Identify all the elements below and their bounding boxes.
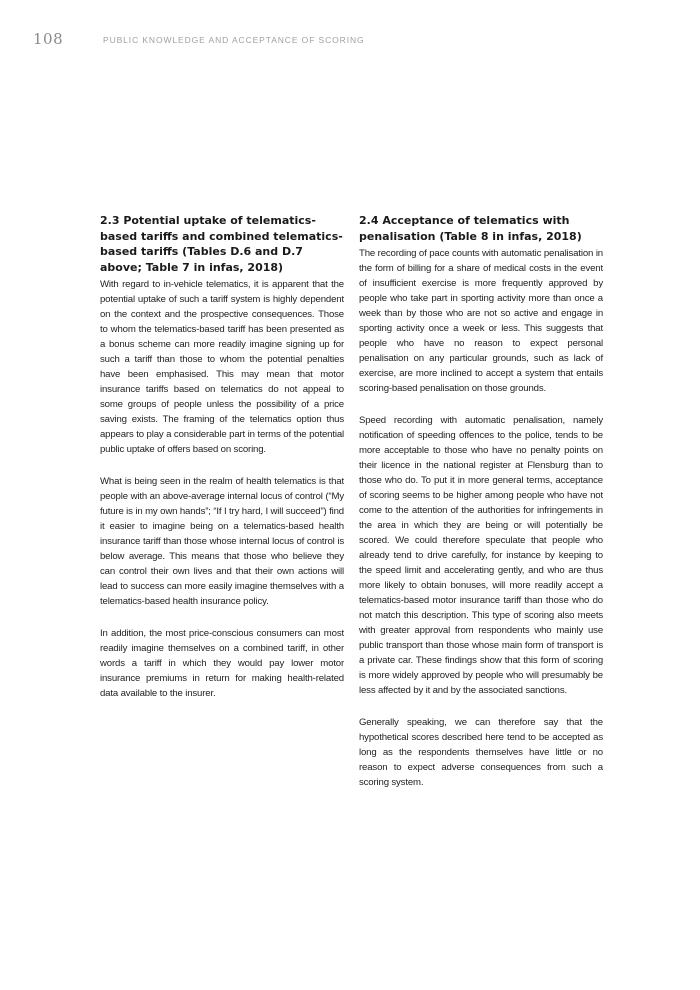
paragraph: What is being seen in the realm of health telematics is that people with an above-average internal locus of control (“My future is in my own hands”; “If I try hard, I will succeed”) find it easier to imagine being on a telematics-based health insurance tariff than those whose internal locus of control is below average. This means that those who believe they can control their own lives and that their own actions will lead to success can more easily imagine themselves with a telematics-based health insurance policy. [100, 476, 344, 607]
section-heading-2-4: 2.4 Acceptance of telematics with penalisation (Table 8 in infas, 2018) [359, 214, 582, 243]
paragraph: Speed recording with automatic penalisation, namely notification of speeding offences to the police, tends to be more acceptable to those who have no penalty points on their licence in the national register at Flensburg than to those who do. To put it in more general terms, acceptance of scoring seems to be higher among people who have not come to the attention of the authorities for infringements in the area in which they are being or will potentially be scored. We could therefore speculate that people who already tend to drive carefully, for instance by keeping to the speed limit and accelerating gently, and who are thus more likely to obtain bonuses, will more readily accept a telematics-based motor insurance tariff than those who do not match this description. This type of scoring also meets with greater approval from respondents who mainly use public transport than those whose main form of transport is a private car. These findings show that this form of scoring is more widely approved by people who will presumably be less affected by it and by the associated sanctions. [359, 415, 603, 696]
page-number: 108 [33, 30, 64, 48]
section-heading-2-3: 2.3 Potential uptake of telematics-based tariffs and combined telematics-based tariffs (Tables D.6 and D.7 above; Table 7 in infas, 2018) [100, 214, 343, 274]
paragraph: In addition, the most price-conscious consumers can most readily imagine themselves on a combined tariff, in other words a tariff in which they would pay lower motor insurance premiums in return for making health-related data available to the insurer. [100, 628, 344, 699]
paragraph: With regard to in-vehicle telematics, it is apparent that the potential uptake of such a tariff system is highly dependent on the context and the prospective consequences. Those to whom the telematics-based tariff has been presented as a bonus scheme can more readily imagine signing up for such a tariff than those to whom the potential penalties have been emphasised. This may mean that motor insurance tariffs based on telematics do not appeal to some groups of people unless the possibility of a price saving exists. The framing of the telematics option thus appears to play a considerable part in terms of the potential public uptake of offers based on scoring. [100, 279, 344, 455]
paragraph: The recording of pace counts with automatic penalisation in the form of billing for a share of medical costs in the event of insufficient exercise is more frequently approved by people who take part in sporting activity more than once a week than by those who are not so active and engage in sporting activity once a week or less. This suggests that people who have no reason to expect personal penalisation on any particular grounds, such as lack of exercise, are more inclined to accept a system that entails scoring-based penalisation on those grounds. [359, 248, 603, 394]
paragraph: Generally speaking, we can therefore say that the hypothetical scores described here tend to be accepted as long as the respondents themselves have little or no reason to expect adverse consequences from such a scoring system. [359, 717, 603, 788]
left-column [100, 213, 344, 718]
right-column [359, 213, 603, 807]
running-header-title: PUBLIC KNOWLEDGE AND ACCEPTANCE OF SCORING [103, 35, 365, 45]
